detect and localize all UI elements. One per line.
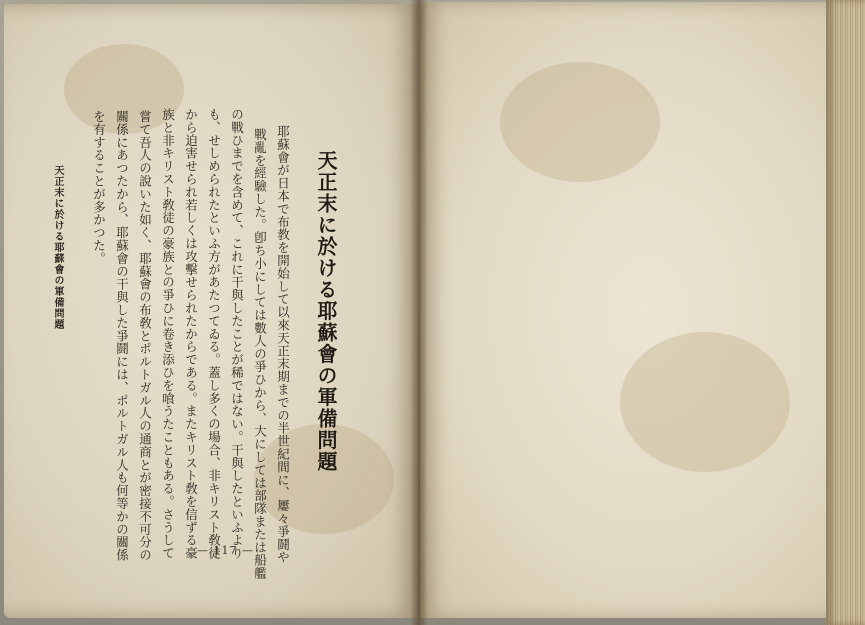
running-head: 天正末に於ける耶蘇會の軍備問題 — [52, 165, 63, 330]
body-column: の戰ひまでを含めて、これに干與したことが稀ではない。干與したといふより — [229, 108, 245, 560]
paper-stain — [620, 332, 790, 472]
body-column: も、せしめられたといふ方があたつてゐる。蓋し多くの場合、非キリスト敎徒 — [206, 108, 222, 560]
body-column: 關係にあつたから、耶蘇會の干與した爭鬪には、ポルトガル人も何等かの關係 — [114, 110, 130, 562]
body-column: から迫害せられ若しくは攻擊せられたからである。またキリスト敎を信ずる豪 — [183, 108, 199, 560]
page-edges — [826, 0, 865, 625]
body-column: 族と非キリスト敎徒の豪族との爭ひに卷き添ひを喰うたこともある。さうして — [160, 108, 176, 560]
body-column: を有することが多かつた。 — [91, 110, 107, 265]
body-column: 嘗て吾人の說いた如く、耶蘇會の布敎とポルトガル人の通商とが密接不可分の — [137, 110, 153, 562]
paper-stain — [500, 62, 660, 182]
right-page — [420, 2, 832, 618]
page-number: — 117 — — [197, 544, 254, 557]
body-column: 戰亂を經驗した。卽ち小にしては數人の爭ひから、大にしては部隊または船艦 — [252, 128, 268, 580]
book-gutter — [410, 0, 428, 625]
body-column: 耶蘇會が日本で布教を開始して以來天正末期までの半世紀間に、屢々爭鬪や — [275, 125, 291, 564]
chapter-title: 天正末に於ける耶蘇會の軍備問題 — [314, 150, 338, 473]
